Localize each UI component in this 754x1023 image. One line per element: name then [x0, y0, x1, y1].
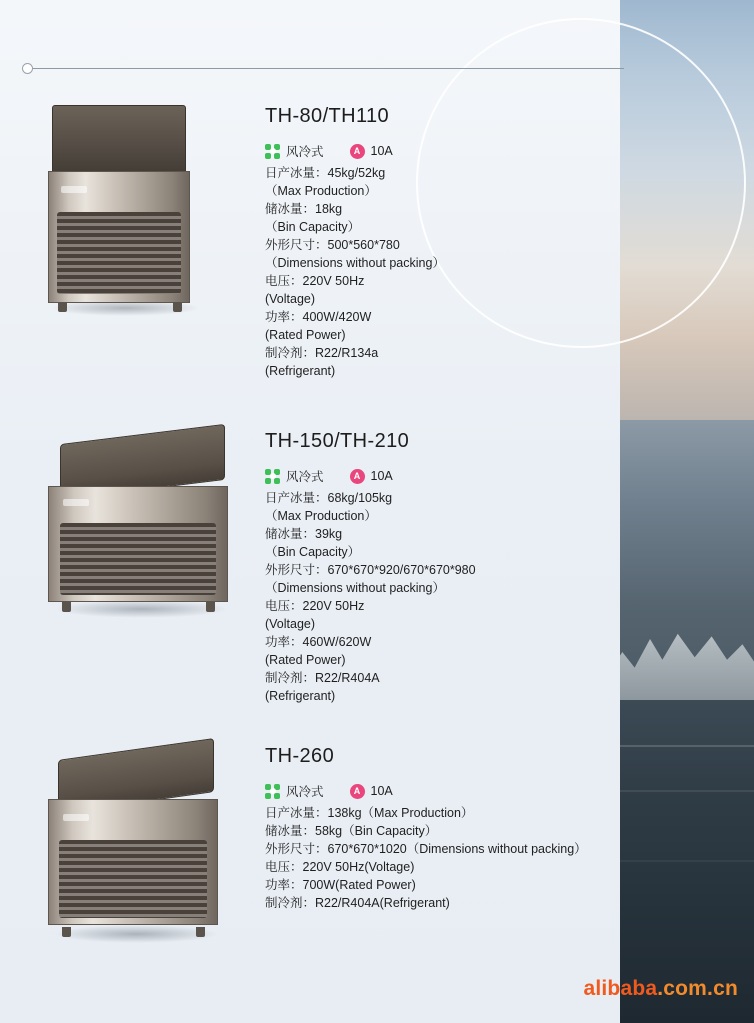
ice-machine-illustration — [48, 745, 220, 935]
machine-leg — [173, 302, 182, 312]
air-cooled-label: 风冷式 — [286, 470, 324, 484]
machine-leg — [62, 602, 71, 612]
product-image-th260 — [48, 745, 220, 935]
spec-line: 外形尺寸：500*560*780 — [265, 238, 400, 252]
alibaba-watermark — [583, 977, 738, 1001]
spec-line: 功率：460W/620W — [265, 635, 372, 649]
product-badges — [265, 782, 615, 800]
machine-body — [48, 486, 228, 602]
spec-line: （Max Production） — [265, 184, 377, 198]
product-badges — [265, 142, 615, 160]
spec-line: 制冷剂：R22/R404A(Refrigerant) — [265, 896, 450, 910]
ampere-label: 10A — [370, 784, 393, 798]
ampere-icon: A — [350, 144, 365, 159]
product-badges — [265, 467, 615, 485]
ice-machine-illustration — [48, 430, 230, 610]
spec-line: 日产冰量：68kg/105kg — [265, 491, 393, 505]
spec-line: 电压：220V 50Hz — [265, 274, 365, 288]
machine-grille — [57, 212, 180, 294]
machine-legs — [48, 302, 196, 312]
photo-sky — [620, 0, 754, 430]
watermark-brand: alibaba — [583, 977, 658, 1000]
spec-line: 储冰量：39kg — [265, 527, 343, 541]
product-title: TH-260 — [265, 745, 335, 767]
spec-line: （Max Production） — [265, 509, 377, 523]
photo-water-glint — [620, 860, 754, 862]
air-cooled-icon — [265, 784, 280, 799]
ampere-icon: A — [350, 469, 365, 484]
machine-grille — [59, 840, 207, 918]
machine-leg — [58, 302, 67, 312]
spec-line: （Dimensions without packing） — [265, 581, 445, 595]
machine-top-cover — [52, 105, 186, 173]
header-divider-line — [24, 68, 624, 69]
spec-line: (Voltage) — [265, 292, 316, 306]
machine-legs — [48, 927, 220, 937]
product-title: TH-80/TH110 — [265, 105, 390, 127]
spec-line: 电压：220V 50Hz(Voltage) — [265, 860, 415, 874]
spec-line: (Rated Power) — [265, 653, 346, 667]
machine-leg — [62, 927, 71, 937]
spec-line: 电压：220V 50Hz — [265, 599, 365, 613]
spec-line: （Dimensions without packing） — [265, 256, 445, 270]
spec-line: (Rated Power) — [265, 328, 346, 342]
ice-machine-illustration — [48, 105, 196, 310]
background-photo-strip — [620, 0, 754, 1023]
machine-leg — [196, 927, 205, 937]
spec-line: （Bin Capacity） — [265, 220, 361, 234]
air-cooled-icon — [265, 144, 280, 159]
spec-line: 外形尺寸：670*670*920/670*670*980 — [265, 563, 476, 577]
spec-line: 外形尺寸：670*670*1020（Dimensions without packing） — [265, 842, 587, 856]
spec-line: (Refrigerant) — [265, 689, 336, 703]
product-info-th80 — [265, 105, 615, 380]
brand-logo — [63, 499, 89, 506]
spec-line: 功率：400W/420W — [265, 310, 372, 324]
air-cooled-label: 风冷式 — [286, 785, 324, 799]
ampere-label: 10A — [370, 469, 393, 483]
spec-line: 制冷剂：R22/R404A — [265, 671, 380, 685]
watermark-domain: .com.cn — [657, 977, 738, 1000]
product-title: TH-150/TH-210 — [265, 430, 410, 452]
photo-water-glint — [620, 745, 754, 747]
machine-leg — [206, 602, 215, 612]
machine-grille — [60, 523, 217, 595]
brand-logo — [61, 186, 87, 193]
spec-line: 日产冰量：138kg（Max Production） — [265, 806, 474, 820]
header-divider-dot — [22, 63, 33, 74]
product-image-th80 — [48, 105, 196, 310]
spec-line: 功率：700W(Rated Power) — [265, 878, 416, 892]
air-cooled-label: 风冷式 — [286, 145, 324, 159]
brand-logo — [63, 814, 89, 821]
ampere-icon: A — [350, 784, 365, 799]
product-image-th150 — [48, 430, 230, 610]
spec-line: 制冷剂：R22/R134a — [265, 346, 379, 360]
spec-line: 储冰量：58kg（Bin Capacity） — [265, 824, 438, 838]
photo-water-glint — [620, 790, 754, 792]
spec-line: 日产冰量：45kg/52kg — [265, 166, 386, 180]
air-cooled-icon — [265, 469, 280, 484]
machine-body — [48, 799, 218, 925]
product-info-th260 — [265, 745, 615, 912]
spec-line: (Voltage) — [265, 617, 316, 631]
machine-legs — [48, 602, 230, 612]
machine-body — [48, 171, 190, 303]
ampere-label: 10A — [370, 144, 393, 158]
spec-line: (Refrigerant) — [265, 364, 336, 378]
spec-line: 储冰量：18kg — [265, 202, 343, 216]
product-info-th150 — [265, 430, 615, 705]
spec-line: （Bin Capacity） — [265, 545, 361, 559]
